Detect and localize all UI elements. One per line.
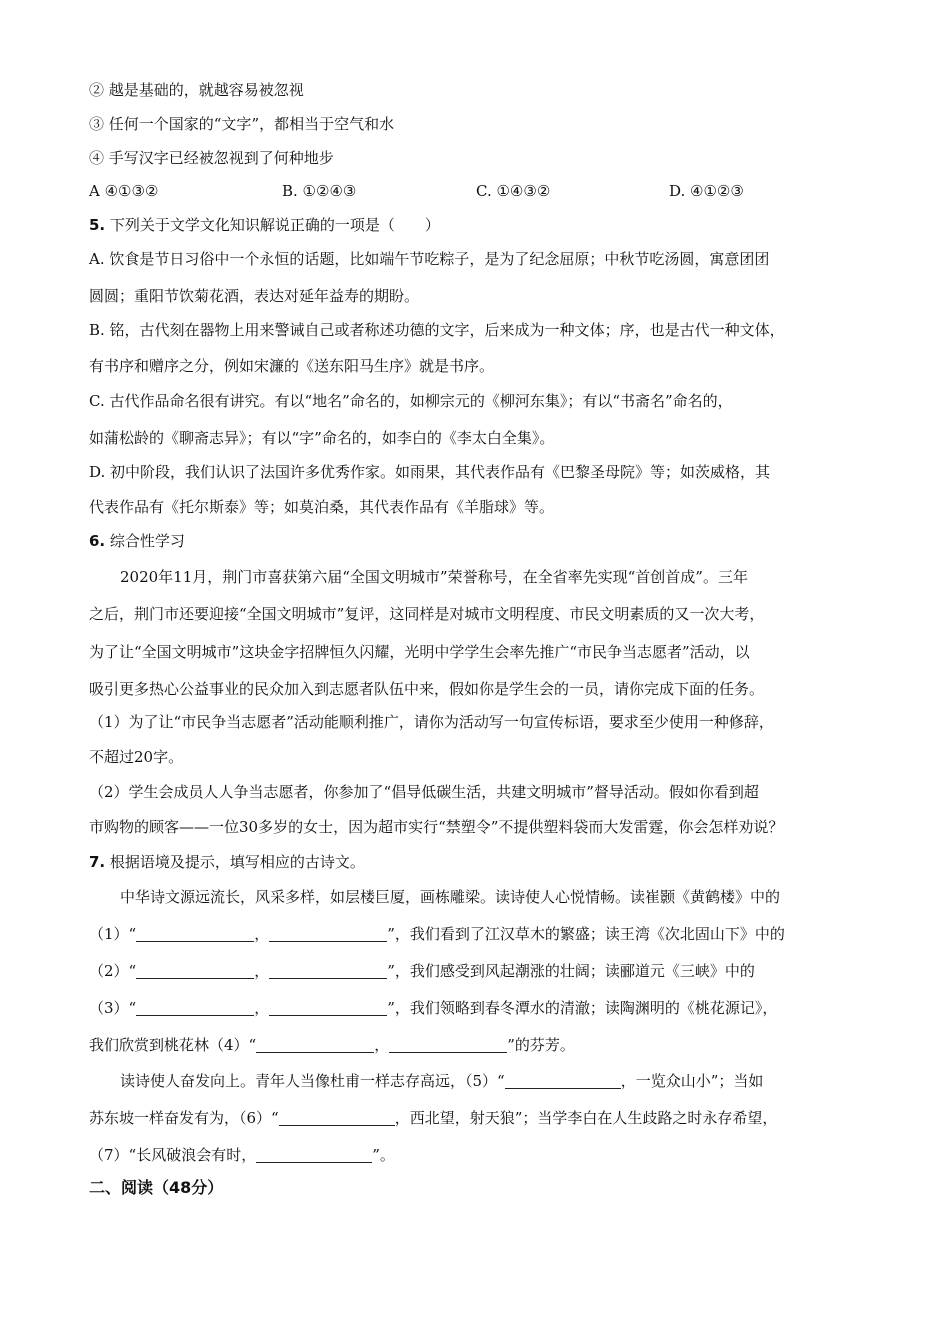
- q7-question: [89, 852, 365, 872]
- q7-line1-prefix: （1）“: [89, 925, 137, 943]
- answer-blank-2b[interactable]: [269, 963, 387, 979]
- q5-stem: 下列关于文学文化知识解说正确的一项是（ ）: [109, 216, 440, 234]
- answer-blank-1a[interactable]: [136, 926, 254, 942]
- comma: ，: [254, 962, 270, 980]
- q4-sentence-3: ③ 任何一个国家的“文字”，都相当于空气和水: [89, 115, 395, 133]
- q7-line3-suffix: ”，我们领略到春冬潭水的清澈；读陶渊明的《桃花源记》，: [387, 999, 778, 1017]
- q5-option-d-line1: D. 初中阶段，我们认识了法国许多优秀作家。如雨果，其代表作品有《巴黎圣母院》等；如茨威格，其: [89, 463, 771, 481]
- q7-line-6: [89, 1108, 777, 1128]
- q7-line3-prefix: （3）“: [89, 999, 137, 1017]
- q6-passage-line4: 吸引更多热心公益事业的民众加入到志愿者队伍中来，假如你是学生会的一员，请你完成下面的任务。: [89, 680, 765, 698]
- comma: ，: [254, 925, 270, 943]
- q7-line1-suffix: ”，我们看到了江汉草木的繁盛；读王湾《次北固山下》中的: [387, 925, 785, 943]
- q7-line-7: [89, 1145, 395, 1165]
- q6-passage-line2: 之后，荆门市还要迎接“全国文明城市”复评，这同样是对城市文明程度、市民文明素质的又一次大考，: [89, 605, 765, 623]
- q5-option-c-line1: C. 古代作品命名很有讲究。有以“地名”命名的，如柳宗元的《柳河东集》；有以“书斋名”命名的，: [89, 392, 733, 410]
- q7-line2-prefix: （2）“: [89, 962, 137, 980]
- q5-number: 5.: [89, 216, 106, 234]
- answer-blank-7[interactable]: [256, 1147, 372, 1163]
- q5-option-a-line2: 圆圆；重阳节饮菊花酒，表达对延年益寿的期盼。: [89, 287, 420, 305]
- q7-line-2: [89, 961, 755, 981]
- q4-sentence-4: ④ 手写汉字已经被忽视到了何种地步: [89, 149, 334, 167]
- answer-blank-3a[interactable]: [136, 1000, 254, 1016]
- comma: ，: [254, 999, 270, 1017]
- answer-blank-1b[interactable]: [269, 926, 387, 942]
- q7-stem: 根据语境及提示，填写相应的古诗文。: [109, 853, 365, 871]
- q6-passage-line3: 为了让“全国文明城市”这块金字招牌恒久闪耀，光明中学学生会率先推广“市民争当志愿者”活动，以: [89, 643, 750, 661]
- q7-line5-suffix: ，一览众山小”；当如: [620, 1072, 764, 1090]
- q6-task2-line1: （2）学生会成员人人争当志愿者，你参加了“倡导低碳生活，共建文明城市”督导活动。假如你看到超: [89, 783, 759, 801]
- q7-line-1: [89, 924, 785, 944]
- answer-blank-2a[interactable]: [136, 963, 254, 979]
- q4-sentence-2: ② 越是基础的，就越容易被忽视: [89, 81, 304, 99]
- answer-blank-4a[interactable]: [256, 1037, 374, 1053]
- answer-blank-6[interactable]: [279, 1110, 395, 1126]
- q7-line6-suffix: ，西北望，射天狼”；当学李白在人生歧路之时永存希望，: [394, 1109, 778, 1127]
- q7-line-4: [89, 1035, 575, 1055]
- q6-task1-line2: 不超过20字。: [89, 748, 184, 766]
- answer-blank-3b[interactable]: [269, 1000, 387, 1016]
- q6-passage-line1: 2020年11月，荆门市喜获第六届“全国文明城市”荣誉称号，在全省率先实现“首创首成”。三年: [120, 568, 748, 586]
- q4-option-d: D. ④①②③: [669, 182, 744, 200]
- q7-line4-suffix: ”的芬芳。: [507, 1036, 575, 1054]
- q6-number: 6.: [89, 532, 106, 550]
- q5-option-c-line2: 如蒲松龄的《聊斋志异》；有以“字”命名的，如李白的《李太白全集》。: [89, 429, 555, 447]
- q7-line7-prefix: （7）“长风破浪会有时，: [89, 1146, 257, 1164]
- q6-question: [89, 531, 185, 551]
- section-heading-reading: 二、阅读（48分）: [89, 1178, 224, 1197]
- q5-option-b-line1: B. 铭，古代刻在器物上用来警诫自己或者称述功德的文字，后来成为一种文体；序，也是古代一种文体，: [89, 321, 785, 339]
- answer-blank-5[interactable]: [505, 1073, 621, 1089]
- q7-line-3: [89, 998, 777, 1018]
- q7-line5-prefix: 读诗使人奋发向上。青年人当像杜甫一样志存高远，（5）“: [120, 1072, 505, 1090]
- q6-task1-line1: （1）为了让“市民争当志愿者”活动能顺利推广，请你为活动写一句宣传标语，要求至少使用一种修辞，: [89, 713, 774, 731]
- q4-option-a: A ④①③②: [89, 182, 159, 200]
- q6-task2-line2: 市购物的顾客——一位30多岁的女士，因为超市实行“禁塑令”不提供塑料袋而大发雷霆，你会怎样劝说？: [89, 818, 784, 836]
- q7-line4-prefix: 我们欣赏到桃花林（4）“: [89, 1036, 257, 1054]
- q7-intro: 中华诗文源远流长，风采多样，如层楼巨厦，画栋雕梁。读诗使人心悦情畅。读崔颢《黄鹤楼》中的: [120, 888, 781, 906]
- comma: ，: [374, 1036, 390, 1054]
- q6-title: 综合性学习: [109, 532, 185, 550]
- q5-question: [89, 215, 440, 235]
- q5-option-b-line2: 有书序和赠序之分，例如宋濂的《送东阳马生序》就是书序。: [89, 357, 495, 375]
- q4-option-c: C. ①④③②: [476, 182, 551, 200]
- q7-line7-suffix: ”。: [372, 1146, 395, 1164]
- q7-line6-prefix: 苏东坡一样奋发有为，（6）“: [89, 1109, 279, 1127]
- q5-option-a-line1: A. 饮食是节日习俗中一个永恒的话题，比如端午节吃粽子，是为了纪念屈原；中秋节吃汤圆，寓意团团: [89, 250, 770, 268]
- q7-number: 7.: [89, 853, 106, 871]
- answer-blank-4b[interactable]: [389, 1037, 507, 1053]
- q5-option-d-line2: 代表作品有《托尔斯泰》等；如莫泊桑，其代表作品有《羊脂球》等。: [89, 498, 555, 516]
- q7-line-5: [120, 1071, 763, 1091]
- q7-line2-suffix: ”，我们感受到风起潮涨的壮阔；读郦道元《三峡》中的: [387, 962, 755, 980]
- q4-option-b: B. ①②④③: [282, 182, 357, 200]
